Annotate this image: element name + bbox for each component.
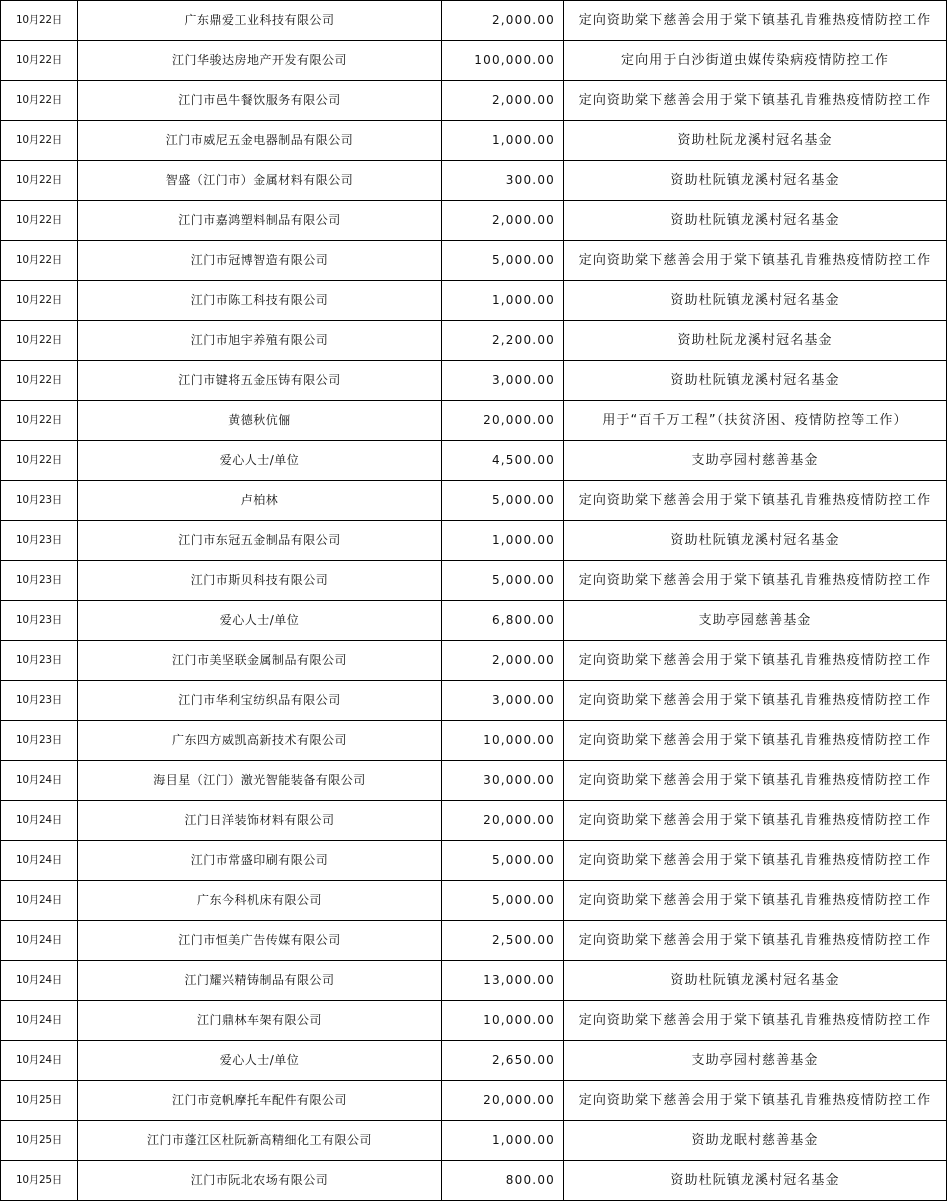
- table-row: [1, 1161, 947, 1201]
- date-cell: 10月23日: [1, 721, 78, 761]
- donor-cell: 智盛（江门市）金属材料有限公司: [78, 161, 442, 201]
- date-cell: 10月22日: [1, 401, 78, 441]
- date-cell: 10月24日: [1, 1041, 78, 1081]
- donor-cell: 卢柏林: [78, 481, 442, 521]
- purpose-cell: 用于“百千万工程”（扶贫济困、疫情防控等工作）: [564, 401, 947, 441]
- donor-cell: 广东四方威凯高新技术有限公司: [78, 721, 442, 761]
- purpose-cell: 资助杜阮镇龙溪村冠名基金: [564, 281, 947, 321]
- donor-cell: 江门市邑牛餐饮服务有限公司: [78, 81, 442, 121]
- purpose-cell: 定向资助棠下慈善会用于棠下镇基孔肯雅热疫情防控工作: [564, 1001, 947, 1041]
- table-row: [1, 481, 947, 521]
- date-cell: 10月24日: [1, 801, 78, 841]
- table-row: [1, 841, 947, 881]
- table-row: [1, 361, 947, 401]
- amount-cell: 2,200.00: [442, 321, 564, 361]
- purpose-cell: 定向资助棠下慈善会用于棠下镇基孔肯雅热疫情防控工作: [564, 921, 947, 961]
- donor-cell: 爱心人士/单位: [78, 601, 442, 641]
- date-cell: 10月23日: [1, 681, 78, 721]
- amount-cell: 1,000.00: [442, 1121, 564, 1161]
- date-cell: 10月25日: [1, 1161, 78, 1201]
- amount-cell: 20,000.00: [442, 801, 564, 841]
- donor-cell: 江门耀兴精铸制品有限公司: [78, 961, 442, 1001]
- table-row: [1, 641, 947, 681]
- date-cell: 10月22日: [1, 121, 78, 161]
- donor-cell: 江门市恒美广告传媒有限公司: [78, 921, 442, 961]
- purpose-cell: 资助杜阮龙溪村冠名基金: [564, 321, 947, 361]
- date-cell: 10月24日: [1, 841, 78, 881]
- purpose-cell: 资助杜阮镇龙溪村冠名基金: [564, 161, 947, 201]
- purpose-cell: 定向资助棠下慈善会用于棠下镇基孔肯雅热疫情防控工作: [564, 561, 947, 601]
- amount-cell: 20,000.00: [442, 401, 564, 441]
- donor-cell: 江门市竞帆摩托车配件有限公司: [78, 1081, 442, 1121]
- date-cell: 10月24日: [1, 881, 78, 921]
- table-row: [1, 1081, 947, 1121]
- table-row: [1, 1041, 947, 1081]
- date-cell: 10月24日: [1, 921, 78, 961]
- date-cell: 10月22日: [1, 81, 78, 121]
- date-cell: 10月23日: [1, 521, 78, 561]
- donor-cell: 爱心人士/单位: [78, 1041, 442, 1081]
- date-cell: 10月23日: [1, 481, 78, 521]
- table-row: [1, 761, 947, 801]
- amount-cell: 2,500.00: [442, 921, 564, 961]
- amount-cell: 800.00: [442, 1161, 564, 1201]
- table-row: [1, 561, 947, 601]
- purpose-cell: 支助亭园村慈善基金: [564, 1041, 947, 1081]
- purpose-cell: 资助杜阮龙溪村冠名基金: [564, 121, 947, 161]
- amount-cell: 300.00: [442, 161, 564, 201]
- date-cell: 10月24日: [1, 961, 78, 1001]
- amount-cell: 5,000.00: [442, 841, 564, 881]
- donor-cell: 广东鼎爱工业科技有限公司: [78, 1, 442, 41]
- donor-cell: 黄德秋伉俪: [78, 401, 442, 441]
- date-cell: 10月25日: [1, 1081, 78, 1121]
- amount-cell: 5,000.00: [442, 881, 564, 921]
- amount-cell: 20,000.00: [442, 1081, 564, 1121]
- table-row: [1, 1001, 947, 1041]
- purpose-cell: 定向资助棠下慈善会用于棠下镇基孔肯雅热疫情防控工作: [564, 1, 947, 41]
- amount-cell: 5,000.00: [442, 561, 564, 601]
- amount-cell: 3,000.00: [442, 361, 564, 401]
- amount-cell: 1,000.00: [442, 281, 564, 321]
- amount-cell: 3,000.00: [442, 681, 564, 721]
- table-row: [1, 401, 947, 441]
- purpose-cell: 定向资助棠下慈善会用于棠下镇基孔肯雅热疫情防控工作: [564, 81, 947, 121]
- date-cell: 10月23日: [1, 641, 78, 681]
- purpose-cell: 定向资助棠下慈善会用于棠下镇基孔肯雅热疫情防控工作: [564, 1081, 947, 1121]
- donor-cell: 江门市键将五金压铸有限公司: [78, 361, 442, 401]
- purpose-cell: 定向资助棠下慈善会用于棠下镇基孔肯雅热疫情防控工作: [564, 721, 947, 761]
- amount-cell: 2,000.00: [442, 641, 564, 681]
- donor-cell: 江门市华利宝纺织品有限公司: [78, 681, 442, 721]
- donor-cell: 江门市阮北农场有限公司: [78, 1161, 442, 1201]
- donor-cell: 江门市蓬江区杜阮新高精细化工有限公司: [78, 1121, 442, 1161]
- table-row: [1, 201, 947, 241]
- table-row: [1, 521, 947, 561]
- amount-cell: 2,000.00: [442, 201, 564, 241]
- date-cell: 10月23日: [1, 601, 78, 641]
- table-row: [1, 121, 947, 161]
- donor-cell: 江门华骏达房地产开发有限公司: [78, 41, 442, 81]
- table-row: [1, 921, 947, 961]
- table-row: [1, 281, 947, 321]
- amount-cell: 2,650.00: [442, 1041, 564, 1081]
- amount-cell: 1,000.00: [442, 121, 564, 161]
- donor-cell: 海目星（江门）激光智能装备有限公司: [78, 761, 442, 801]
- purpose-cell: 定向资助棠下慈善会用于棠下镇基孔肯雅热疫情防控工作: [564, 241, 947, 281]
- date-cell: 10月22日: [1, 1, 78, 41]
- purpose-cell: 资助杜阮镇龙溪村冠名基金: [564, 361, 947, 401]
- amount-cell: 100,000.00: [442, 41, 564, 81]
- donor-cell: 江门日洋装饰材料有限公司: [78, 801, 442, 841]
- table-row: [1, 881, 947, 921]
- date-cell: 10月22日: [1, 281, 78, 321]
- table-row: [1, 681, 947, 721]
- amount-cell: 2,000.00: [442, 1, 564, 41]
- donor-cell: 爱心人士/单位: [78, 441, 442, 481]
- table-row: [1, 601, 947, 641]
- purpose-cell: 定向资助棠下慈善会用于棠下镇基孔肯雅热疫情防控工作: [564, 841, 947, 881]
- amount-cell: 2,000.00: [442, 81, 564, 121]
- table-row: [1, 161, 947, 201]
- table-row: [1, 1121, 947, 1161]
- table-row: [1, 801, 947, 841]
- donor-cell: 江门市陈工科技有限公司: [78, 281, 442, 321]
- table-row: [1, 321, 947, 361]
- donor-cell: 江门市常盛印刷有限公司: [78, 841, 442, 881]
- date-cell: 10月22日: [1, 361, 78, 401]
- table-row: [1, 961, 947, 1001]
- table-row: [1, 241, 947, 281]
- amount-cell: 1,000.00: [442, 521, 564, 561]
- date-cell: 10月24日: [1, 1001, 78, 1041]
- donor-cell: 江门市威尼五金电器制品有限公司: [78, 121, 442, 161]
- amount-cell: 13,000.00: [442, 961, 564, 1001]
- table-row: [1, 81, 947, 121]
- purpose-cell: 资助杜阮镇龙溪村冠名基金: [564, 201, 947, 241]
- amount-cell: 5,000.00: [442, 241, 564, 281]
- amount-cell: 5,000.00: [442, 481, 564, 521]
- donor-cell: 江门市冠博智造有限公司: [78, 241, 442, 281]
- date-cell: 10月22日: [1, 161, 78, 201]
- purpose-cell: 资助杜阮镇龙溪村冠名基金: [564, 521, 947, 561]
- table-row: [1, 441, 947, 481]
- donor-cell: 江门市旭宇养殖有限公司: [78, 321, 442, 361]
- amount-cell: 10,000.00: [442, 1001, 564, 1041]
- purpose-cell: 资助杜阮镇龙溪村冠名基金: [564, 961, 947, 1001]
- amount-cell: 30,000.00: [442, 761, 564, 801]
- amount-cell: 4,500.00: [442, 441, 564, 481]
- purpose-cell: 资助杜阮镇龙溪村冠名基金: [564, 1161, 947, 1201]
- date-cell: 10月24日: [1, 761, 78, 801]
- donor-cell: 广东今科机床有限公司: [78, 881, 442, 921]
- purpose-cell: 定向用于白沙街道虫媒传染病疫情防控工作: [564, 41, 947, 81]
- date-cell: 10月22日: [1, 41, 78, 81]
- purpose-cell: 支助亭园村慈善基金: [564, 441, 947, 481]
- date-cell: 10月22日: [1, 201, 78, 241]
- purpose-cell: 定向资助棠下慈善会用于棠下镇基孔肯雅热疫情防控工作: [564, 801, 947, 841]
- date-cell: 10月22日: [1, 441, 78, 481]
- purpose-cell: 定向资助棠下慈善会用于棠下镇基孔肯雅热疫情防控工作: [564, 681, 947, 721]
- date-cell: 10月22日: [1, 321, 78, 361]
- donor-cell: 江门鼎林车架有限公司: [78, 1001, 442, 1041]
- table-row: [1, 41, 947, 81]
- purpose-cell: 支助亭园慈善基金: [564, 601, 947, 641]
- purpose-cell: 定向资助棠下慈善会用于棠下镇基孔肯雅热疫情防控工作: [564, 481, 947, 521]
- donor-cell: 江门市美坚联金属制品有限公司: [78, 641, 442, 681]
- purpose-cell: 定向资助棠下慈善会用于棠下镇基孔肯雅热疫情防控工作: [564, 881, 947, 921]
- donation-table-body: [1, 1, 947, 1201]
- purpose-cell: 定向资助棠下慈善会用于棠下镇基孔肯雅热疫情防控工作: [564, 641, 947, 681]
- donor-cell: 江门市嘉鸿塑料制品有限公司: [78, 201, 442, 241]
- date-cell: 10月23日: [1, 561, 78, 601]
- table-row: [1, 721, 947, 761]
- table-row: [1, 1, 947, 41]
- date-cell: 10月22日: [1, 241, 78, 281]
- purpose-cell: 资助龙眠村慈善基金: [564, 1121, 947, 1161]
- date-cell: 10月25日: [1, 1121, 78, 1161]
- purpose-cell: 定向资助棠下慈善会用于棠下镇基孔肯雅热疫情防控工作: [564, 761, 947, 801]
- amount-cell: 10,000.00: [442, 721, 564, 761]
- donor-cell: 江门市东冠五金制品有限公司: [78, 521, 442, 561]
- amount-cell: 6,800.00: [442, 601, 564, 641]
- donor-cell: 江门市斯贝科技有限公司: [78, 561, 442, 601]
